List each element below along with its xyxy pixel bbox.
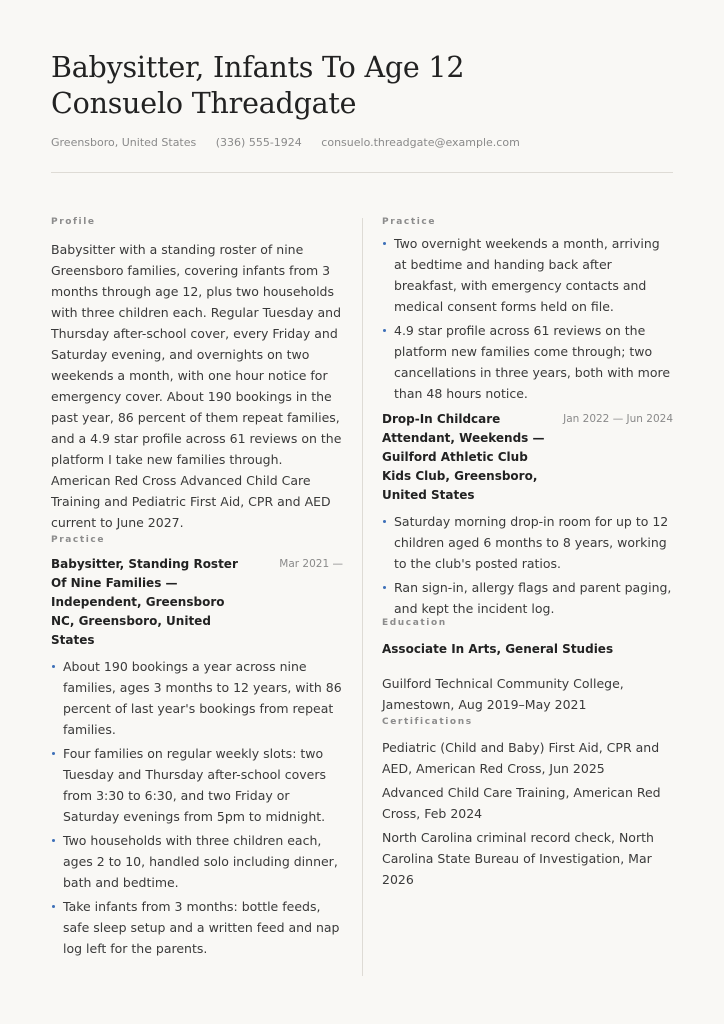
bullet-item: About 190 bookings a year across nine families, ages 3 months to 12 years, with 86 percent of last year's bookings from repeat families.	[51, 656, 343, 740]
page-title	[51, 50, 464, 122]
profile-summary: Babysitter with a standing roster of nine Greensboro families, covering infants from 3 months through age 12, plus two households with three children each. Regular Tuesday and Thursday after-school cover, every Friday and Saturday evening, and overnights on two weekends a month, with one hour notice for emergency cover. About 190 bookings in the past year, 86 percent of them repeat families, and a 4.9 star profile across 61 reviews on the platform I take new families through. American Red Cross Advanced Child Care Training and Pediatric First Aid, CPR and AED current to June 2027.	[51, 242, 342, 530]
certifications-label: Certifications	[382, 717, 473, 727]
contact-location: Greensboro, United States	[51, 136, 197, 149]
bullet-item: Take infants from 3 months: bottle feeds, safe sleep setup and a written feed and nap log left for the parents.	[51, 896, 343, 959]
column-divider	[362, 218, 363, 976]
bullet-item: Ran sign-in, allergy flags and parent paging, and kept the incident log.	[382, 577, 673, 619]
bullet-item: Saturday morning drop-in room for up to 12 children aged 6 months to 8 years, working to the club's posted ratios.	[382, 511, 673, 574]
job-bullets	[382, 511, 673, 619]
title-role: Babysitter, Infants To Age 12	[51, 51, 465, 84]
job-header	[382, 410, 673, 505]
bullet-item: Two overnight weekends a month, arriving at bedtime and handing back after breakfast, with emergency contacts and medical consent forms held on file.	[382, 233, 673, 317]
bullet-item: 4.9 star profile across 61 reviews on the platform new families come through; two cancellations in three years, both with more than 48 hours notice.	[382, 320, 673, 404]
right-column	[382, 215, 673, 893]
job-header	[51, 555, 343, 650]
practice-bullets	[382, 233, 673, 404]
title-name: Consuelo Threadgate	[51, 87, 357, 120]
certification-item: Pediatric (Child and Baby) First Aid, CPR and AED, American Red Cross, Jun 2025	[382, 740, 660, 776]
certifications-list	[382, 737, 673, 890]
left-column	[51, 215, 343, 962]
practice-label: Practice	[51, 535, 106, 545]
contact-line	[51, 136, 536, 149]
contact-phone: (336) 555-1924	[215, 136, 302, 149]
job-title: Babysitter, Standing Roster Of Nine Families — Independent, Greensboro NC, Greensboro, United States	[51, 557, 238, 647]
education-degree: Associate In Arts, General Studies	[382, 642, 614, 656]
certification-item: North Carolina criminal record check, North Carolina State Bureau of Investigation, Mar 2026	[382, 830, 654, 887]
certification-item: Advanced Child Care Training, American Red Cross, Feb 2024	[382, 785, 661, 821]
profile-label: Profile	[51, 217, 96, 227]
job-title: Drop-In Childcare Attendant, Weekends — Guilford Athletic Club Kids Club, Greensboro, United States	[382, 412, 545, 502]
practice-label: Practice	[382, 217, 437, 227]
contact-email: consuelo.threadgate@example.com	[321, 136, 520, 149]
job-dates: Mar 2021 —	[279, 558, 343, 570]
education-label: Education	[382, 618, 447, 628]
bullet-item: Four families on regular weekly slots: two Tuesday and Thursday after-school covers from 3:30 to 6:30, and two Friday or Saturday evenings from 5pm to midnight.	[51, 743, 343, 827]
bullet-item: Two households with three children each, ages 2 to 10, handled solo including dinner, bath and bedtime.	[51, 830, 343, 893]
job-dates: Jan 2022 — Jun 2024	[563, 413, 673, 425]
education-school: Guilford Technical Community College, Jamestown, Aug 2019–May 2021	[382, 676, 624, 712]
header-divider	[51, 172, 673, 173]
job-bullets	[51, 656, 343, 959]
